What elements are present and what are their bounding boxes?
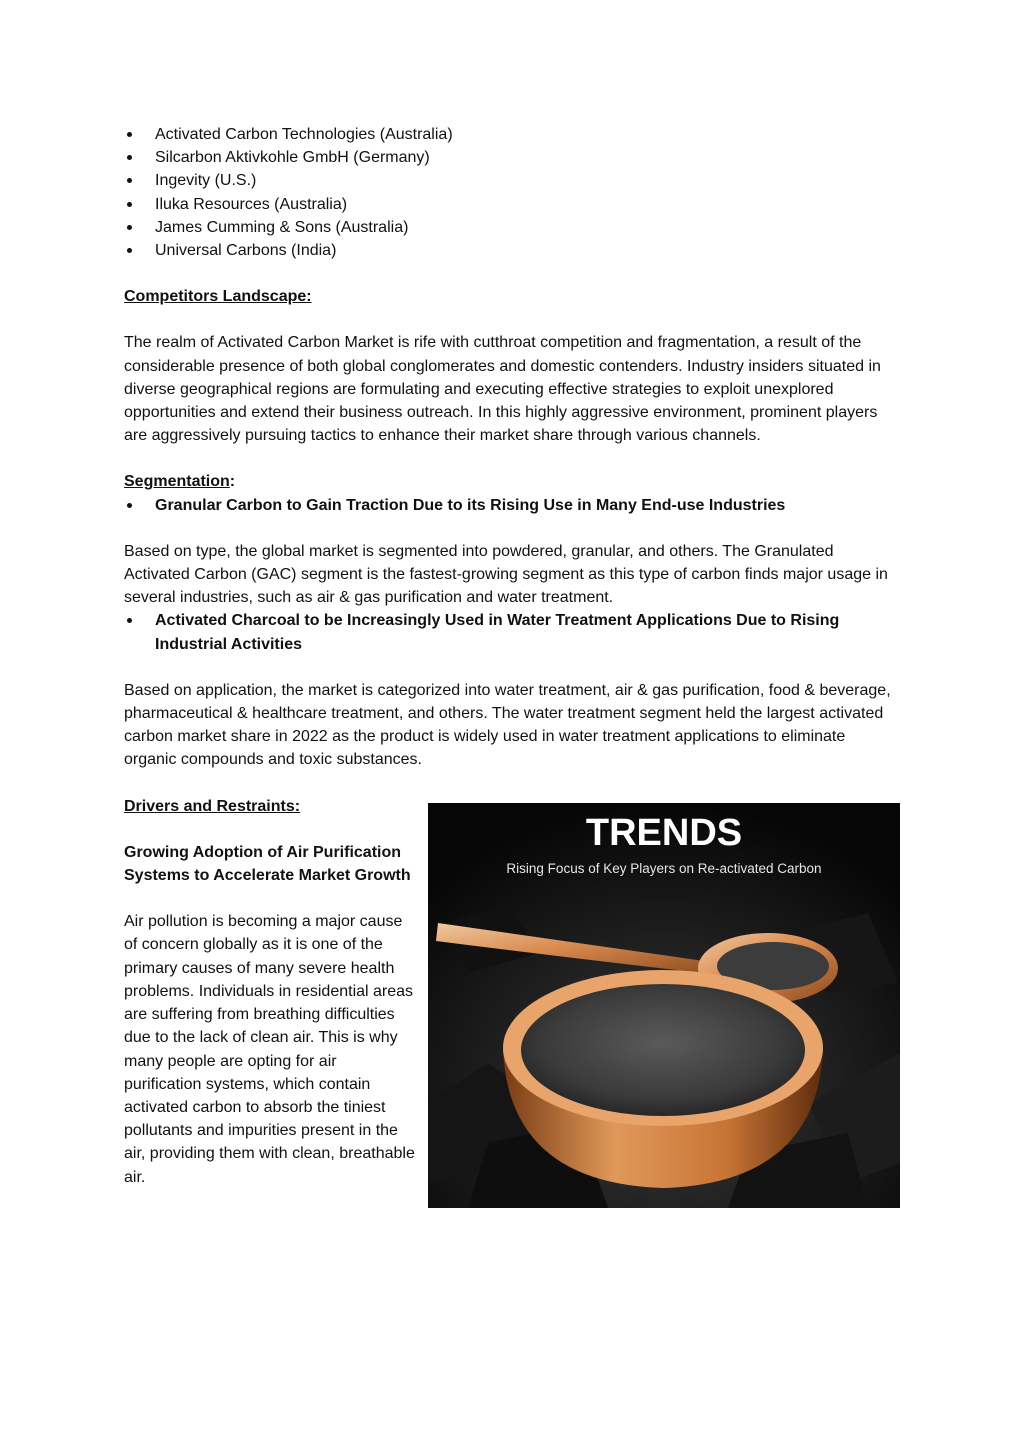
list-item: Silcarbon Aktivkohle GmbH (Germany) bbox=[124, 146, 902, 169]
charcoal-bowl-illustration bbox=[428, 803, 900, 1208]
competitors-heading: Competitors Landscape: bbox=[124, 288, 312, 306]
segment-application-heading: Activated Charcoal to be Increasingly Used in Water Treatment Applications Due to Rising Industrial Activities bbox=[124, 609, 902, 655]
segment-application-paragraph: Based on application, the market is categorized into water treatment, air & gas purification, food & beverage, pharmaceutical & healthcare treatment, and others. The water treatment segment held the largest activated carbon market share in 2022 as the product is widely used in water treatment applications to eliminate organic compounds and toxic substances. bbox=[124, 681, 891, 769]
segmentation-heading-line bbox=[124, 470, 902, 493]
segment-type-paragraph: Based on type, the global market is segmented into powdered, granular, and others. The Granulated Activated Carbon (GAC) segment is the fastest-growing segment as this type of carbon finds major usage in several industries, such as air & gas purification and water treatment. bbox=[124, 542, 888, 607]
segmentation-colon: : bbox=[229, 473, 236, 491]
segment-application-bullet bbox=[124, 609, 902, 655]
segment-type-heading: Granular Carbon to Gain Traction Due to its Rising Use in Many End-use Industries bbox=[124, 494, 902, 517]
list-item: James Cumming & Sons (Australia) bbox=[124, 216, 902, 239]
drivers-section bbox=[124, 795, 902, 1245]
figure-title: TRENDS bbox=[585, 811, 743, 854]
list-item: Activated Carbon Technologies (Australia) bbox=[124, 123, 902, 146]
list-item: Iluka Resources (Australia) bbox=[124, 193, 902, 216]
drivers-paragraph: Air pollution is becoming a major cause of concern globally as it is one of the primary causes of many severe health problems. Individuals in residential areas are suffering from breathing difficulties due to the lack of clean air. This is why many people are opting for air purification systems, which contain activated carbon to absorb the tiniest pollutants and impurities present in the air, providing them with clean, breathable air. bbox=[124, 913, 415, 1186]
list-item: Universal Carbons (India) bbox=[124, 239, 902, 262]
drivers-text-column bbox=[124, 795, 416, 1205]
segment-type-bullet bbox=[124, 494, 902, 517]
segmentation-heading: Segmentation bbox=[124, 473, 230, 491]
drivers-heading: Drivers and Restraints: bbox=[124, 797, 301, 815]
figure-subtitle: Rising Focus of Key Players on Re-activated Carbon bbox=[506, 860, 822, 876]
drivers-subheading: Growing Adoption of Air Purification Systems to Accelerate Market Growth bbox=[124, 843, 411, 885]
competitors-paragraph: The realm of Activated Carbon Market is rife with cutthroat competition and fragmentation, a result of the considerable presence of both global conglomerates and domestic contenders. Industry insiders situated in diverse geographical regions are formulating and executing effective strategies to exploit unexplored opportunities and extend their business outreach. In this highly aggressive environment, prominent players are aggressively pursuing tactics to enhance their market share through various channels. bbox=[124, 334, 881, 445]
trends-image bbox=[428, 803, 900, 1208]
list-item: Ingevity (U.S.) bbox=[124, 169, 902, 192]
company-list bbox=[124, 123, 902, 262]
document-page bbox=[124, 123, 902, 1245]
